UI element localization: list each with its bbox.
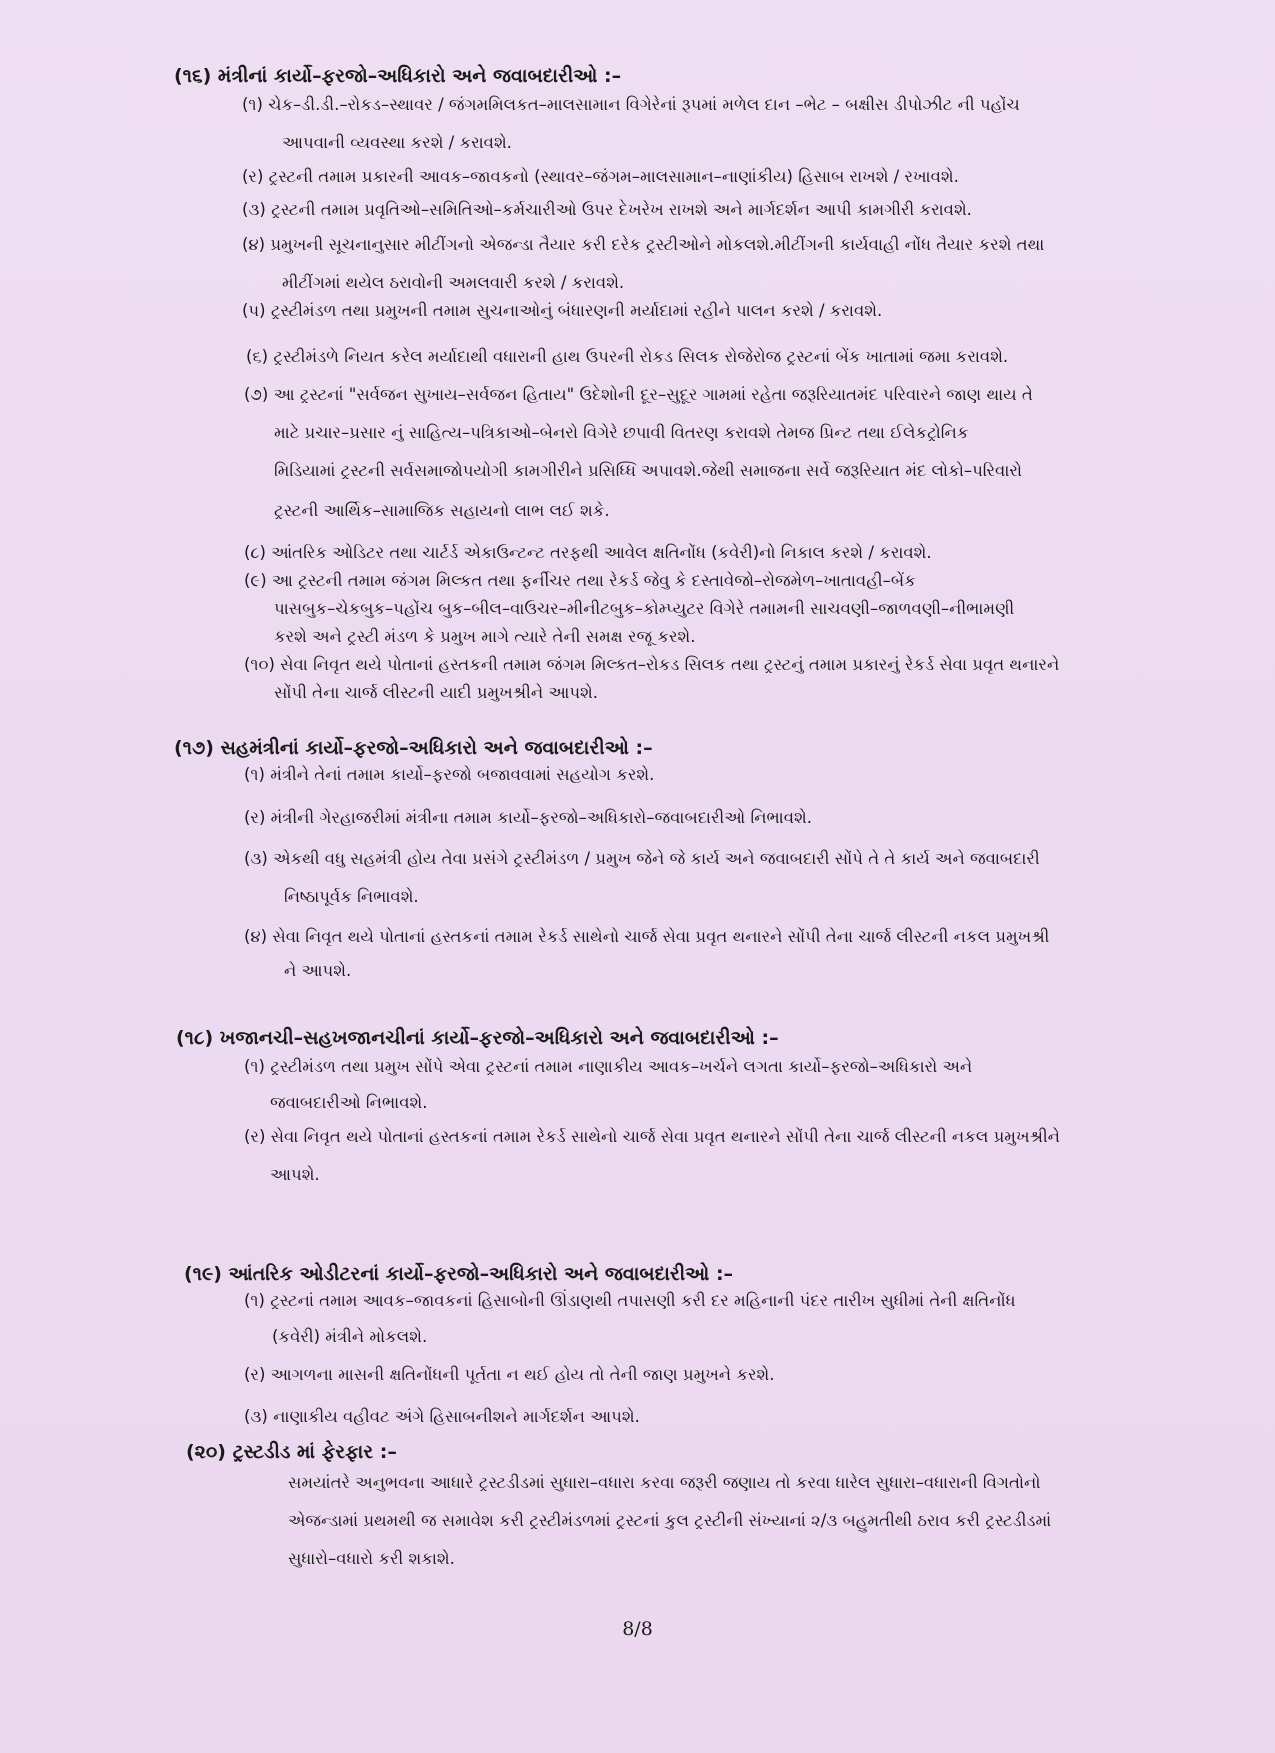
s16-line-18: સોંપી તેના ચાર્જ લીસ્ટની યાદી પ્રમુખશ્રીને આપશે.: [274, 683, 599, 702]
s18-line-3: (ર) સેવા નિવૃત થયે પોતાનાં હસ્તકનાં તમામ રેકર્ડ સાથેનો ચાર્જ સેવા પ્રવૃત થનારને સોંપી તેના ચાર્જ લીસ્ટની નકલ પ્રમુખશ્રીને: [244, 1127, 1060, 1146]
s16-line-8: (૬) ટ્રસ્ટીમંડળે નિયત કરેલ મર્યાદાથી વધારાની હાથ ઉપરની રોકડ સિલક રોજેરોજ ટ્રસ્ટનાં બેંક ખાતામાં જમા કરાવશે.: [246, 347, 1009, 366]
s18-line-2: જવાબદારીઓ નિભાવશે.: [270, 1093, 428, 1112]
s16-line-2: આપવાની વ્યવસ્થા કરશે / કરાવશે.: [282, 133, 512, 152]
s16-line-14: (૯) આ ટ્રસ્ટની તમામ જંગમ મિલ્કત તથા ફર્નીચર તથા રેકર્ડ જેવુ કે દસ્તાવેજો–રોજમેળ–ખાતાવહી–બેંક: [244, 571, 916, 590]
s17-line-3: (૩) એકથી વધુ સહમંત્રી હોય તેવા પ્રસંગે ટ્રસ્ટીમંડળ / પ્રમુખ જેને જે કાર્ય અને જવાબદારી સોંપે તે તે કાર્ય અને જવાબદારી: [244, 849, 1040, 868]
s16-line-4: (૩) ટ્રસ્ટની તમામ પ્રવૃતિઓ–સમિતિઓ–કર્મચારીઓ ઉપર દેખરેખ રાખશે અને માર્ગદર્શન આપી કામગીરી કરાવશે.: [242, 200, 972, 219]
s16-line-5: (૪) પ્રમુખની સૂચનાનુસાર મીટીંગનો એજન્ડા તૈયાર કરી દરેક ટ્રસ્ટીઓને મોકલશે.મીટીંગની કાર્યવાહી નોંધ તૈયાર કરશે તથા: [242, 235, 1045, 254]
s19-line-4: (૩) નાણાકીય વહીવટ અંગે હિસાબનીશને માર્ગદર્શન આપશે.: [244, 1407, 640, 1426]
s17-line-1: (૧) મંત્રીને તેનાં તમામ કાર્યો–ફરજો બજાવવામાં સહયોગ કરશે.: [244, 765, 655, 784]
s16-line-13: (૮) આંતરિક ઓડિટર તથા ચાર્ટર્ડ એકાઉન્ટન્ટ તરફથી આવેલ ક્ષતિનોંધ (કવેરી)નો નિકાલ કરશે / કરાવશે.: [244, 543, 932, 562]
s20-line-3: સુધારો–વધારો કરી શકાશે.: [288, 1549, 455, 1568]
s20-line-1: સમયાંતરે અનુભવના આધારે ટ્રસ્ટડીડમાં સુધારા–વધારા કરવા જરૂરી જણાય તો કરવા ધારેલ સુધારા–વધારાની વિગતોનો: [288, 1473, 1041, 1492]
section-19-heading: (૧૯) આંતરિક ઓડીટરનાં કાર્યો–ફરજો–અધિકારો અને જવાબદારીઓ :–: [184, 1263, 734, 1285]
s19-line-3: (ર) આગળના માસની ક્ષતિનોંધની પૂર્તતા ન થઈ હોય તો તેની જાણ પ્રમુખને કરશે.: [244, 1365, 775, 1384]
s16-line-1: (૧) ચેક–ડી.ડી.–રોકડ–સ્થાવર / જંગમમિલકત–માલસામાન વિગેરેનાં રૂપમાં મળેલ દાન –ભેટ – બક્ષીસ ડીપોઝીટ ની પહોંચ: [242, 95, 1020, 114]
s17-line-2: (ર) મંત્રીની ગેરહાજરીમાં મંત્રીના તમામ કાર્યો–ફરજો–અધિકારો–જવાબદારીઓ નિભાવશે.: [244, 808, 812, 827]
s16-line-7: (પ) ટ્રસ્ટીમંડળ તથા પ્રમુખની તમામ સુચનાઓનું બંધારણની મર્યાદામાં રહીને પાલન કરશે / કરાવશે.: [242, 301, 883, 320]
s16-line-11: મિડિયામાં ટ્રસ્ટની સર્વસમાજોપયોગી કામગીરીને પ્રસિધ્ધિ અપાવશે.જેથી સમાજના સર્વે જરૂરિયાત મંદ લોકો–પરિવારો: [274, 461, 1023, 480]
s19-line-1: (૧) ટ્રસ્ટનાં તમામ આવક–જાવકનાં હિસાબોની ઊંડાણથી તપાસણી કરી દર મહિનાની પંદર તારીખ સુધીમાં તેની ક્ષતિનોંધ: [244, 1291, 1016, 1310]
s16-line-3: (ર) ટ્રસ્ટની તમામ પ્રકારની આવક–જાવકનો (સ્થાવર–જંગમ–માલસામાન–નાણાંકીય) હિસાબ રાખશે / રખાવશે.: [242, 167, 959, 186]
section-17-heading: (૧૭) સહમંત્રીનાં કાર્યો–ફરજો–અધિકારો અને જવાબદારીઓ :–: [174, 737, 653, 759]
s16-line-15: પાસબુક–ચેકબુક–પહોંચ બુક–બીલ–વાઉચર–મીનીટબુક–કોમ્પ્યુટર વિગેરે તમામની સાચવણી–જાળવણી–નીભામણી: [274, 599, 1015, 618]
s16-line-17: (૧૦) સેવા નિવૃત થયે પોતાનાં હસ્તકની તમામ જંગમ મિલ્કત–રોકડ સિલક તથા ટ્રસ્ટનું તમામ પ્રકારનું રેકર્ડ સેવા પ્રવૃત થનારને: [244, 655, 1060, 674]
s18-line-4: આપશે.: [270, 1165, 320, 1184]
s16-line-9: (૭) આ ટ્રસ્ટનાં "સર્વજન સુખાય–સર્વજન હિતાય" ઉદેશોની દૂર–સુદૂર ગામમાં રહેતા જરૂરિયાતમંદ પરિવારને જાણ થાય તે: [244, 385, 1033, 404]
s17-line-4: નિષ્ઠાપૂર્વક નિભાવશે.: [284, 887, 419, 906]
s16-line-16: કરશે અને ટ્રસ્ટી મંડળ કે પ્રમુખ માગે ત્યારે તેની સમક્ષ રજૂ કરશે.: [274, 627, 696, 646]
section-18-heading: (૧૮) ખજાનચી–સહખજાનચીનાં કાર્યો–ફરજો–અધિકારો અને જવાબદારીઓ :–: [176, 1027, 779, 1049]
section-16-heading: (૧૬) મંત્રીનાં કાર્યો–ફરજો–અધિકારો અને જવાબદારીઓ :–: [174, 65, 622, 87]
page-number: 8/8: [622, 1618, 653, 1640]
s20-line-2: એજન્ડામાં પ્રથમથી જ સમાવેશ કરી ટ્રસ્ટીમંડળમાં ટ્રસ્ટનાં કુલ ટ્રસ્ટીની સંખ્યાનાં ૨/૩ બહુમતીથી ઠરાવ કરી ટ્રસ્ટડીડમાં: [288, 1511, 1052, 1530]
s18-line-1: (૧) ટ્રસ્ટીમંડળ તથા પ્રમુખ સોંપે એવા ટ્રસ્ટનાં તમામ નાણાકીય આવક–ખર્ચને લગતા કાર્યો–ફરજો–અધિકારો અને: [244, 1057, 973, 1076]
s16-line-12: ટ્રસ્ટની આર્થિક–સામાજિક સહાયનો લાભ લઈ શકે.: [274, 501, 610, 520]
s17-line-6: ને આપશે.: [284, 961, 352, 980]
s17-line-5: (૪) સેવા નિવૃત થયે પોતાનાં હસ્તકનાં તમામ રેકર્ડ સાથેનો ચાર્જ સેવા પ્રવૃત થનારને સોંપી તેના ચાર્જ લીસ્ટની નકલ પ્રમુખશ્રી: [244, 927, 1050, 946]
section-20-heading: (૨૦) ટ્રસ્ટડીડ માં ફેરફાર :–: [186, 1441, 397, 1463]
s19-line-2: (કવેરી) મંત્રીને મોકલશે.: [272, 1327, 428, 1346]
s16-line-10: માટે પ્રચાર–પ્રસાર નું સાહિત્ય–પત્રિકાઓ–બેનરો વિગેરે છપાવી વિતરણ કરાવશે તેમજ પ્રિન્ટ તથા ઈલેકટ્રોનિક: [274, 423, 969, 442]
s16-line-6: મીટીંગમાં થયેલ ઠરાવોની અમલવારી કરશે / કરાવશે.: [282, 273, 625, 292]
